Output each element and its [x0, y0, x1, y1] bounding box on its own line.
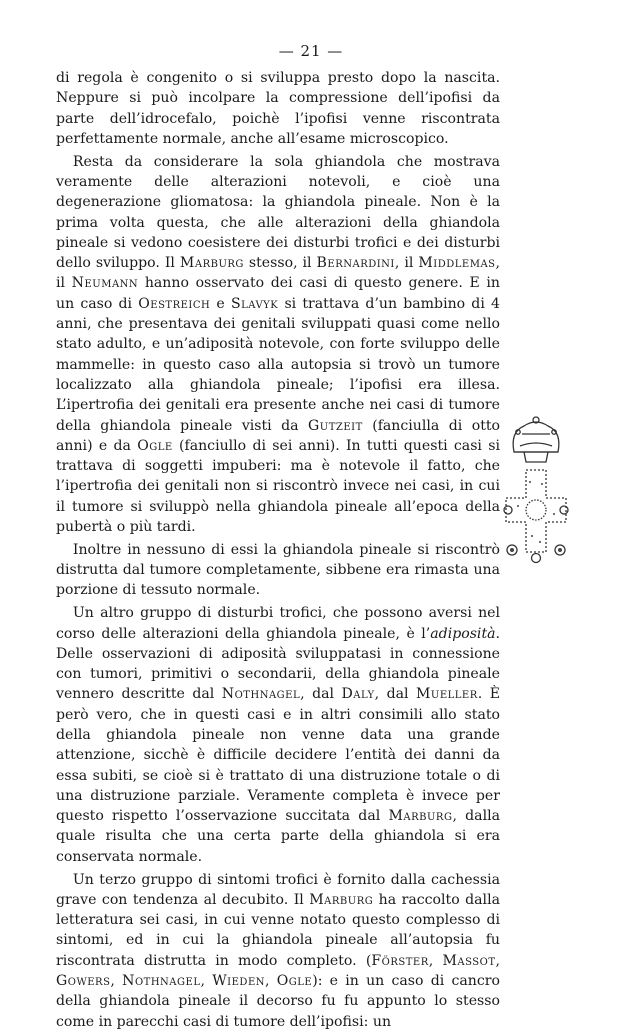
emphasis-text: adiposità [430, 625, 496, 642]
paragraph-text: , dal [374, 686, 416, 703]
author-name: Middlemas [418, 255, 496, 272]
paragraph-text: di regola è congenito o si sviluppa presto dopo la nascita. Neppure si può incolpare la compressione dell’ipofisi da parte dell’idrocefalo, poichè l’ipofisi venne riscontrata perfettamente normale, anche all’esame microscopico. [56, 70, 500, 147]
author-name: Slavyk [230, 295, 279, 312]
paragraph-text: , [200, 973, 213, 990]
paragraph-text: . È però vero, che in questi casi e in altri consimili allo stato della ghiandola pineale non venne data una grande attenzione, sicchè è difficile decidere l’entità dei danni da essa subiti, se cioè si è trattato di una distruzione totale o di una distruzione parziale. Veramente completa è invece per questo rispetto l’osservazione succitata dal [56, 686, 501, 825]
author-name: Förster [371, 952, 429, 969]
paragraph-text: , [110, 973, 123, 990]
author-name: Gutzeit [308, 417, 363, 434]
paragraph-text: (fanciulla di otto anni) e da [56, 417, 501, 454]
paragraph-text: e [210, 295, 231, 312]
paragraph-text: , [265, 973, 277, 990]
author-name: Mueller [415, 686, 478, 703]
author-name: Marburg [179, 255, 244, 272]
paragraph-text: , dalla quale risulta che una certa parte della ghiandola si era conservata normale. [56, 808, 500, 865]
author-name: Gowers [56, 973, 111, 990]
page-number: — 21 — [278, 42, 344, 60]
paragraph-text: , il [394, 255, 419, 272]
author-name: Massot [442, 952, 496, 969]
author-name: Nothnagel [221, 686, 301, 703]
author-name: Marburg [309, 891, 374, 908]
paragraph [56, 540, 500, 601]
paragraph-text: , [428, 952, 443, 969]
paragraph [56, 870, 500, 1032]
author-name: Marburg [388, 808, 453, 825]
paragraph-text: ): e in un caso di cancro della ghiandola pineale il decorso fu fu appunto lo stesso come in parecchi casi di tumore dell’ipofisi: un [56, 973, 500, 1030]
author-name: Ogle [276, 973, 313, 990]
author-name: Neumann [71, 275, 139, 292]
paragraph-text: stesso, il [243, 255, 317, 272]
paragraph-text: . Delle osservazioni di adiposità sviluppatasi in connessione con tumori, primitivi o secondarii, della ghiandola pineale vennero descritte dal [56, 625, 500, 703]
library-stamp-icon [500, 412, 572, 570]
paragraph-text: Inoltre in nessuno di essi la ghiandola pineale si riscontrò distrutta dal tumore completamente, sibbene era rimasta una porzione di tessuto normale. [56, 541, 500, 599]
paragraph [56, 603, 500, 867]
paragraph-text: , il [56, 255, 500, 292]
paragraph [56, 68, 500, 149]
paragraph [56, 152, 500, 538]
paragraph-text: hanno osservato dei casi di questo genere. E in un caso di [56, 275, 500, 312]
paragraph-text: Resta da considerare la sola ghiandola che mostrava veramente delle alterazioni notevoli, e cioè una degenerazione gliomatosa: la ghiandola pineale. Non è la prima volta questa, che alle alterazioni della ghiandola pineale si vedono coesistere dei disturbi trofici e dei disturbi dello sviluppo. Il [56, 153, 500, 272]
paragraph-text: Un terzo gruppo di sintomi trofici è fornito dalla cachessia grave con tendenza al decubito. Il [56, 871, 500, 908]
author-name: Nothnagel [122, 973, 201, 990]
author-name: Oestreich [138, 295, 211, 312]
author-name: Bernardini [316, 255, 395, 272]
paragraph-text: , dal [300, 686, 342, 703]
author-name: Wieden [212, 973, 265, 990]
paragraph-text: si trattava d’un bambino di 4 anni, che presentava dei genitali sviluppati quasi come nello stato adulto, e un’adiposità notevole, con forte sviluppo delle mammelle: in questo caso alla autopsia si trovò un tumore localizzato alla ghiandola pineale; l’ipofisi era illesa. L’ipertrofia dei genitali era presente anche nei casi di tumore della ghiandola pineale visti da [56, 295, 500, 434]
text-body [56, 68, 500, 1034]
paragraph-text: (fanciullo di sei anni). In tutti questi casi si trattava di soggetti impuberi: ma è notevole il fatto, che l’ipertrofia dei genitali non si riscontrò invece nei casi, in cui il tumore si sviluppò nella ghiandola pineale all’epoca della pubertà o più tardi. [56, 437, 500, 536]
paragraph-text: , [495, 952, 500, 969]
paragraph-text: Un altro gruppo di disturbi trofici, che possono aversi nel corso delle alterazioni della ghiandola pineale, è l’ [56, 605, 500, 642]
author-name: Daly [341, 686, 375, 703]
paragraph-text: ha raccolto dalla letteratura sei casi, in cui venne notato questo complesso di sintomi, ed in cui la ghiandola pineale all’autopsia fu riscontrata distrutta in modo completo. ( [56, 891, 500, 969]
author-name: Ogle [137, 437, 173, 454]
